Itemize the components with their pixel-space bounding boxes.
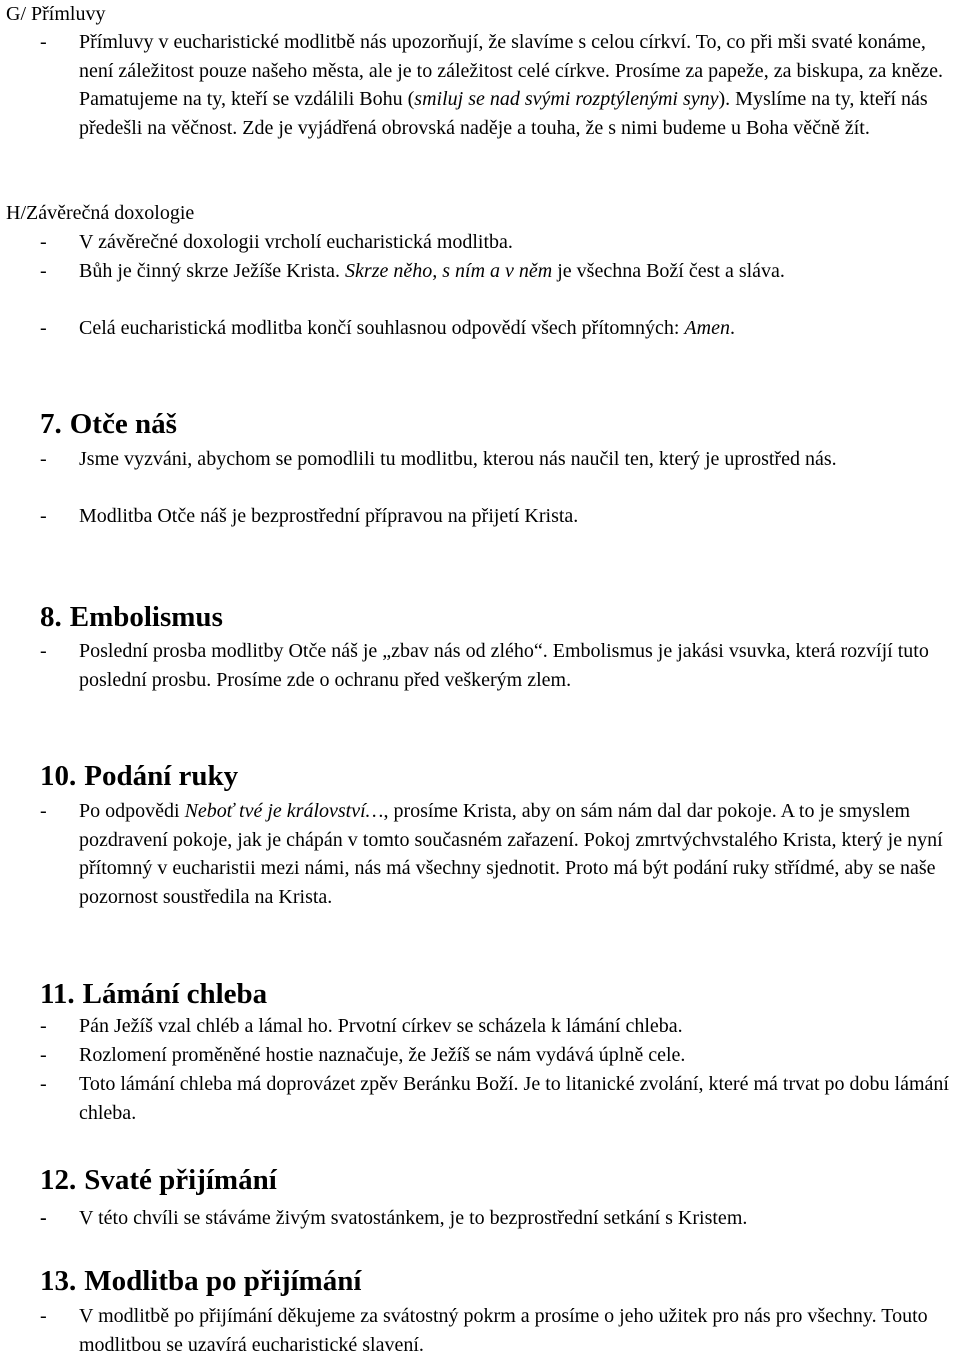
- section-13-item-0: [79, 1302, 957, 1359]
- section-11-item-0: [79, 1012, 957, 1041]
- section-h-item-2: [79, 314, 957, 343]
- section-13-heading: [40, 1263, 361, 1299]
- italic-text: Neboť tvé je království…: [184, 800, 384, 822]
- section-11-item-2: [79, 1070, 957, 1127]
- text-run: V této chvíli se stáváme živým svatostánkem, je to bezprostřední setkání s Kristem.: [79, 1207, 748, 1229]
- text-run: Po odpovědi: [79, 800, 185, 822]
- text-run: Jsme vyzváni, abychom se pomodlili tu modlitbu, kterou nás naučil ten, který je uprostřed nás.: [79, 448, 837, 470]
- section-11-item-1: [79, 1041, 957, 1070]
- text-run: , prosíme Krista, aby on sám nám dal dar pokoje. A to je smyslem pozdravení pokoje, jak je chápán v tomto současném zařazení. Pokoj zmrtvýchvstalého Krista, který je nyní přítomný v eucharistii mezi námi, nás má všechny sjednotit. Proto má být podání ruky střídmé, aby se naše pozornost soustředila na Krista.: [79, 800, 943, 908]
- section-7-item-0: [79, 445, 957, 474]
- italic-text: Skrze něho, s ním a v něm: [345, 260, 553, 282]
- text-run: Celá eucharistická modlitba končí souhlasnou odpovědí všech přítomných:: [79, 317, 685, 339]
- section-h-item-1: [79, 257, 957, 286]
- section-12-number: 12.: [40, 1164, 77, 1196]
- bullet-dash: -: [40, 448, 47, 470]
- bullet-dash: -: [40, 1044, 47, 1066]
- bullet-dash: -: [40, 231, 47, 253]
- bullet-dash: -: [40, 317, 47, 339]
- text-run: ). Myslíme na ty, kteří nás předešli na věčnost. Zde je vyjádřená obrovská naděje a touha, že s nimi budeme u Boha věčně žít.: [79, 88, 928, 139]
- italic-text: smiluj se nad svými rozptýlenými syny: [414, 88, 719, 111]
- text-run: Bůh je činný skrze Ježíše Krista.: [79, 260, 346, 282]
- text-run: Modlitba Otče náš je bezprostřední přípravou na přijetí Krista.: [79, 505, 579, 527]
- text-run: Rozlomení proměněné hostie naznačuje, že Ježíš se nám vydává úplně cele.: [79, 1044, 686, 1066]
- section-g-item-0: [79, 28, 957, 142]
- text-run: .: [729, 317, 735, 339]
- text-run: V modlitbě po přijímání děkujeme za svátostný pokrm a prosíme o jeho užitek pro nás pro všechny. Touto modlitbou se uzavírá eucharistické slavení.: [79, 1305, 928, 1356]
- bullet-dash: -: [40, 800, 47, 822]
- italic-text: Amen: [684, 317, 730, 339]
- section-7-title: Otče náš: [69, 408, 177, 440]
- bullet-dash: -: [40, 31, 47, 53]
- section-10-number: 10.: [40, 760, 77, 792]
- section-12-title: Svaté přijímání: [84, 1164, 277, 1196]
- section-12-item-0: [79, 1204, 957, 1233]
- bullet-dash: -: [40, 1305, 47, 1327]
- section-8-item-0: [79, 637, 957, 694]
- text-run: V závěrečné doxologii vrcholí eucharistická modlitba.: [79, 231, 513, 253]
- section-11-number: 11.: [40, 978, 75, 1010]
- section-8-title: Embolismus: [69, 601, 223, 633]
- text-run: Přímluvy v eucharistické modlitbě nás upozorňují, že slavíme s celou církví. To, co při mši svaté konáme, není záležitost pouze našeho města, ale je to záležitost celé církve. Prosíme za papeže, za biskupa, za kněze. Pamatujeme na ty, kteří se vzdálili Bohu (: [79, 31, 944, 111]
- section-8-number: 8.: [40, 601, 62, 633]
- section-8-heading: [40, 599, 223, 635]
- section-h-item-0: [79, 228, 957, 257]
- section-10-heading: [40, 758, 238, 794]
- section-h-title: H/Závěrečná doxologie: [6, 202, 195, 224]
- section-13-number: 13.: [40, 1265, 77, 1297]
- section-7-item-1: [79, 502, 957, 531]
- text-run: je všechna Boží čest a sláva.: [552, 260, 785, 282]
- bullet-dash: -: [40, 1207, 47, 1229]
- section-g-title: G/ Přímluvy: [6, 3, 106, 25]
- text-run: Toto lámání chleba má doprovázet zpěv Beránku Boží. Je to litanické zvolání, které má trvat po dobu lámání chleba.: [79, 1073, 949, 1124]
- bullet-dash: -: [40, 1015, 47, 1037]
- text-run: Pán Ježíš vzal chléb a lámal ho. Prvotní církev se scházela k lámání chleba.: [79, 1015, 683, 1037]
- bullet-dash: -: [40, 1073, 47, 1095]
- text-run: Poslední prosba modlitby Otče náš je „zbav nás od zlého“. Embolismus je jakási vsuvka, která rozvíjí tuto poslední prosbu. Prosíme zde o ochranu před veškerým zlem.: [79, 640, 929, 691]
- bullet-dash: -: [40, 505, 47, 527]
- section-13-title: Modlitba po přijímání: [84, 1265, 362, 1297]
- section-12-heading: [40, 1162, 277, 1198]
- section-7-number: 7.: [40, 408, 62, 440]
- section-11-title: Lámání chleba: [82, 978, 268, 1010]
- bullet-dash: -: [40, 640, 47, 662]
- section-10-title: Podání ruky: [84, 760, 239, 792]
- bullet-dash: -: [40, 260, 47, 282]
- section-7-heading: [40, 406, 177, 442]
- section-10-item-0: [79, 797, 957, 911]
- section-11-heading: [40, 976, 267, 1012]
